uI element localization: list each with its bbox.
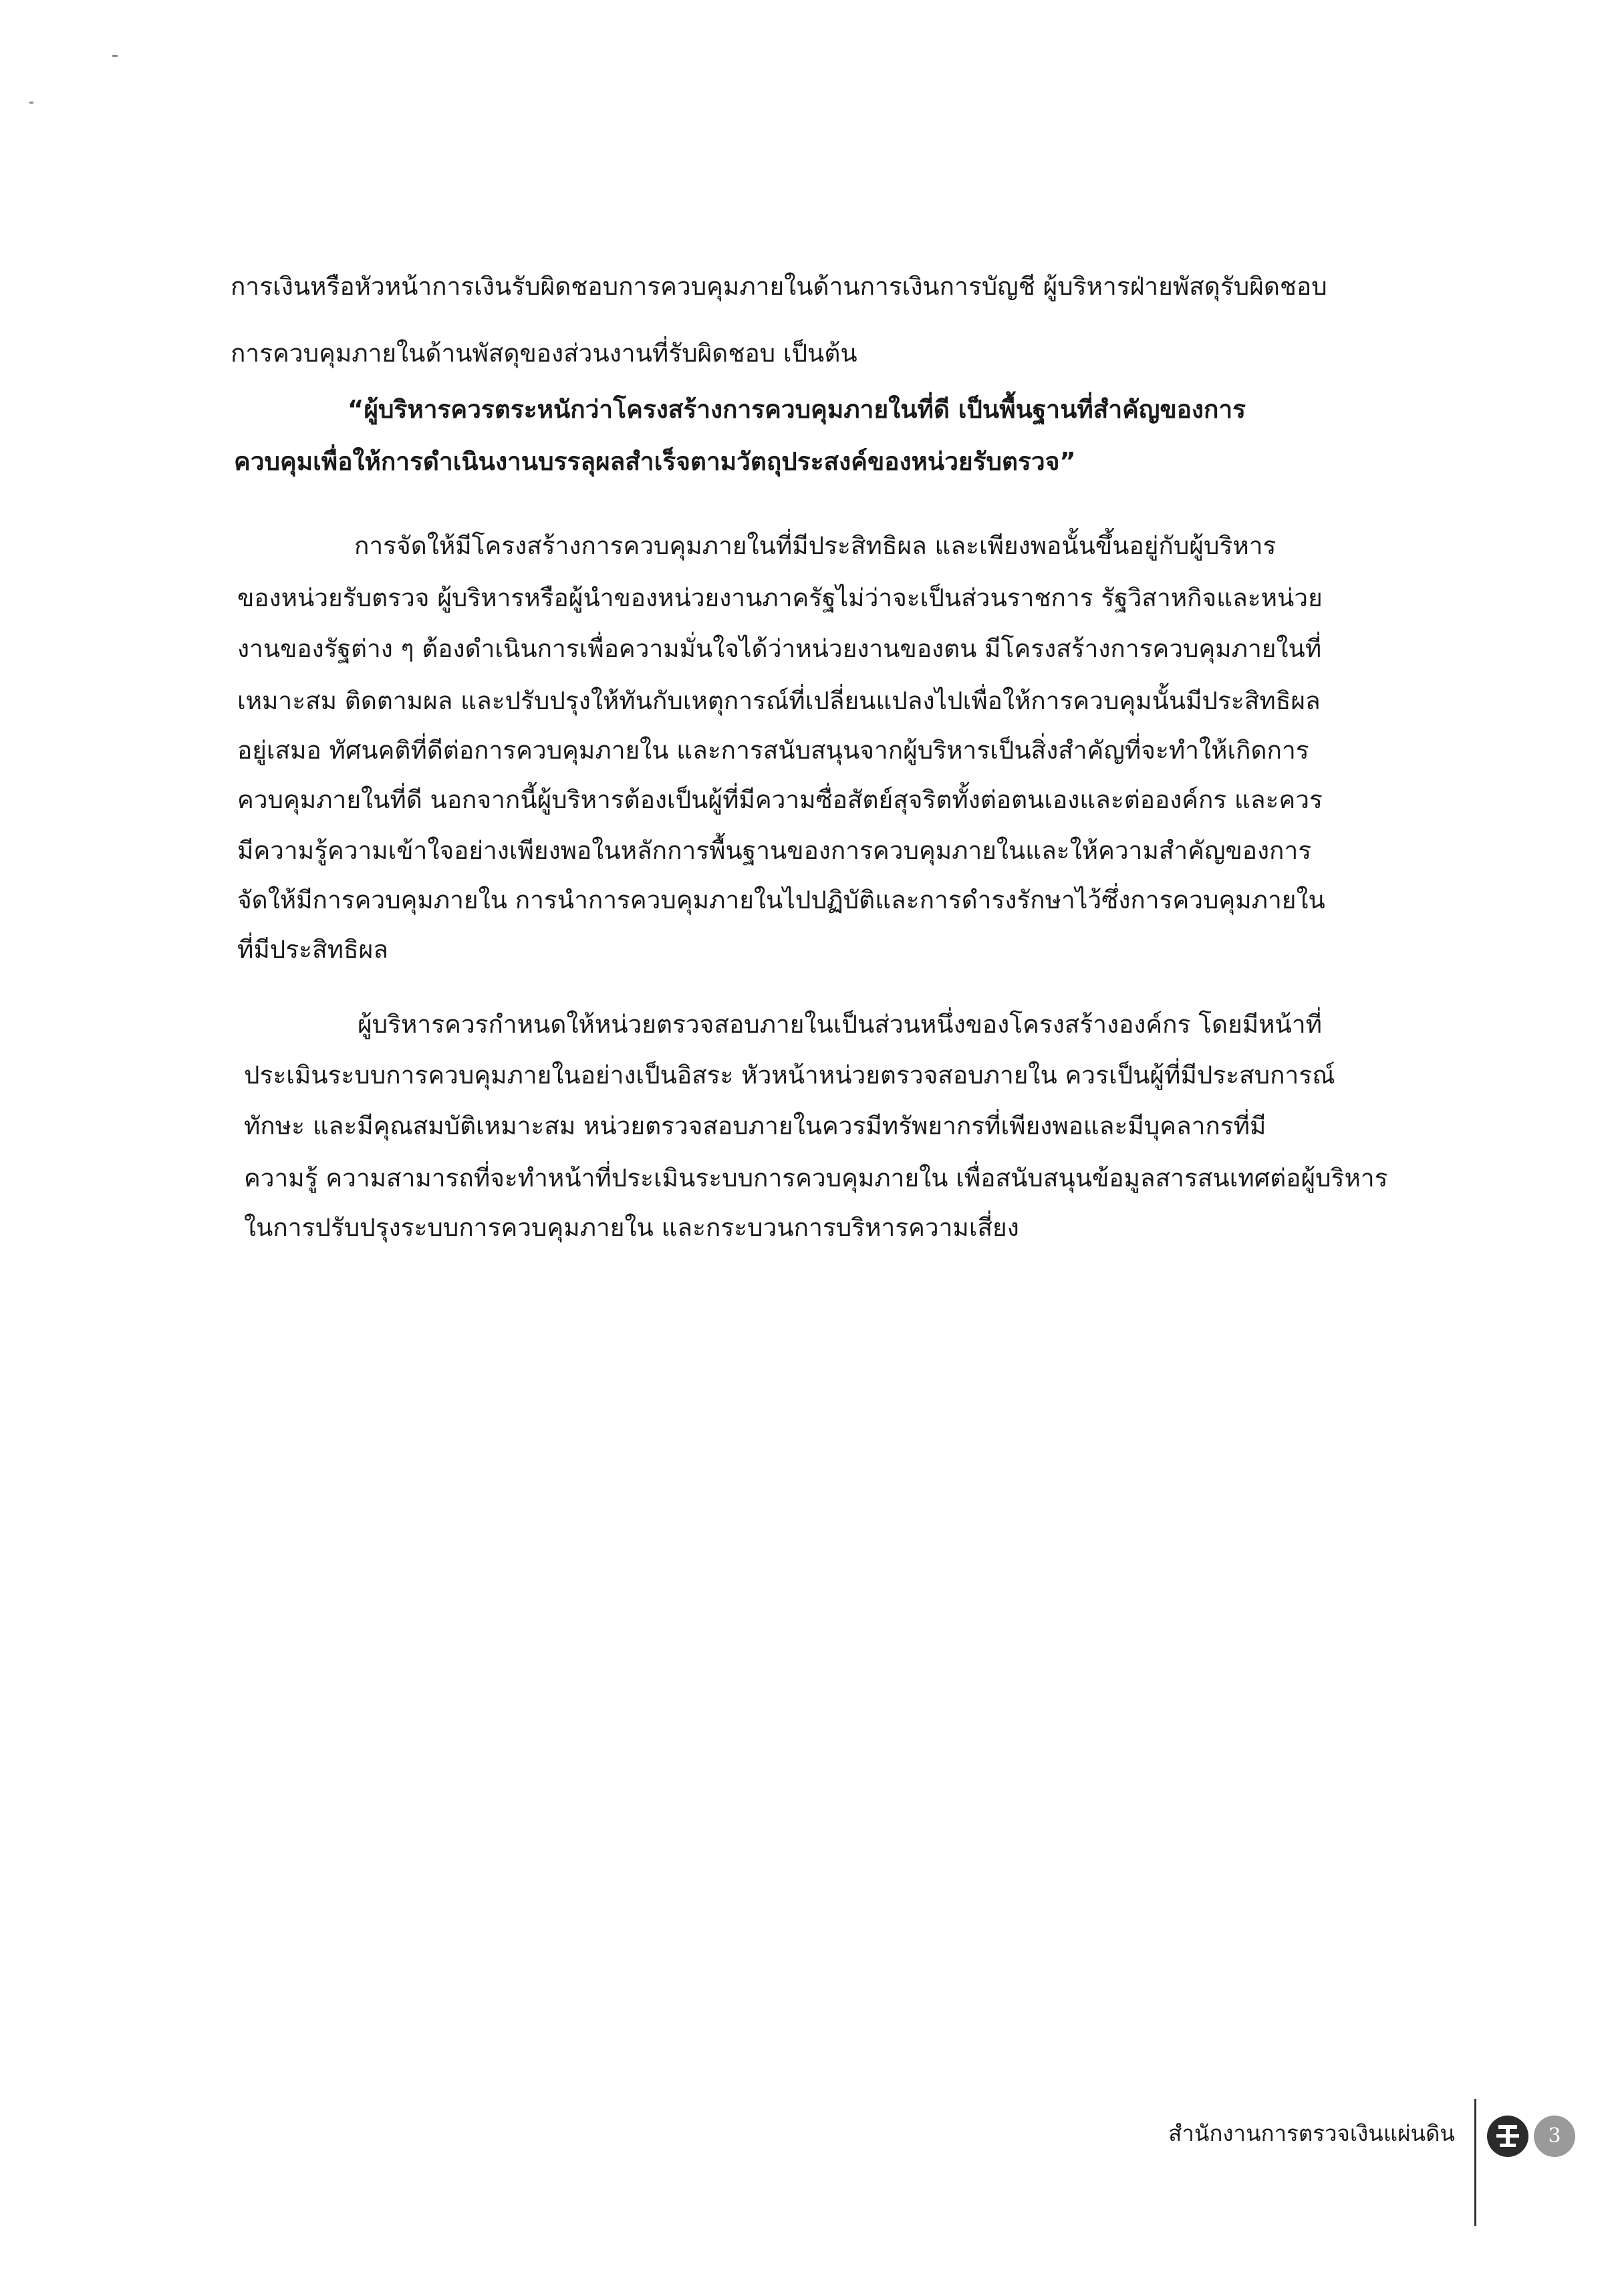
paragraph-1-line: ที่มีประสิทธิผล [237, 935, 388, 964]
paragraph-2-line: ทักษะ และมีคุณสมบัติเหมาะสม หน่วยตรวจสอบภายในควรมีทรัพยากรที่เพียงพอและมีบุคลากรที่มี [244, 1112, 1266, 1140]
paragraph-1-line: เหมาะสม ติดตามผล และปรับปรุงให้ทันกับเหตุการณ์ที่เปลี่ยนแปลงไปเพื่อให้การควบคุมนั้นมีประสิทธิผล [237, 686, 1321, 715]
scan-speck [29, 102, 33, 104]
quote-line: “ผู้บริหารควรตระหนักว่าโครงสร้างการควบคุมภายในที่ดี เป็นพื้นฐานที่สำคัญของการ [348, 395, 1246, 424]
paragraph-1-line: ของหน่วยรับตรวจ ผู้บริหารหรือผู้นำของหน่วยงานภาครัฐไม่ว่าจะเป็นส่วนราชการ รัฐวิสาหกิจและหน่วย [237, 584, 1323, 612]
continuation-line: การเงินหรือหัวหน้าการเงินรับผิดชอบการควบคุมภายในด้านการเงินการบัญชี ผู้บริหารฝ่ายพัสดุรับผิดชอบ [231, 272, 1327, 301]
paragraph-1-line: ควบคุมภายในที่ดี นอกจากนี้ผู้บริหารต้องเป็นผู้ที่มีความซื่อสัตย์สุจริตทั้งต่อตนเองและต่อองค์กร และควร [237, 785, 1323, 814]
paragraph-2-line: ในการปรับปรุงระบบการควบคุมภายใน และกระบวนการบริหารความเสี่ยง [244, 1213, 1019, 1242]
scan-speck [112, 55, 118, 57]
paragraph-1-line: อยู่เสมอ ทัศนคติที่ดีต่อการควบคุมภายใน และการสนับสนุนจากผู้บริหารเป็นสิ่งสำคัญที่จะทำให้เกิดการ [237, 736, 1309, 765]
paragraph-1-line: จัดให้มีการควบคุมภายใน การนำการควบคุมภายในไปปฏิบัติและการดำรงรักษาไว้ซึ่งการควบคุมภายใน [237, 886, 1325, 914]
footer-divider [1474, 2099, 1476, 2226]
paragraph-2-line: ความรู้ ความสามารถที่จะทำหน้าที่ประเมินระบบการควบคุมภายใน เพื่อสนับสนุนข้อมูลสารสนเทศต่อผู้บริหาร [244, 1164, 1388, 1192]
oag-emblem-icon [1487, 2116, 1528, 2157]
paragraph-2-line: ผู้บริหารควรกำหนดให้หน่วยตรวจสอบภายในเป็นส่วนหนึ่งของโครงสร้างองค์กร โดยมีหน้าที่ [358, 1010, 1322, 1039]
paragraph-1-line: การจัดให้มีโครงสร้างการควบคุมภายในที่มีประสิทธิผล และเพียงพอนั้นขึ้นอยู่กับผู้บริหาร [354, 531, 1277, 560]
quote-line: ควบคุมเพื่อให้การดำเนินงานบรรลุผลสำเร็จตามวัตถุประสงค์ของหน่วยรับตรวจ” [234, 447, 1076, 476]
paragraph-1-line: งานของรัฐต่าง ๆ ต้องดำเนินการเพื่อความมั่นใจได้ว่าหน่วยงานของตน มีโครงสร้างการควบคุมภายในที่ [237, 634, 1322, 663]
page-number-badge: 3 [1534, 2116, 1575, 2157]
paragraph-1-line: มีความรู้ความเข้าใจอย่างเพียงพอในหลักการพื้นฐานของการควบคุมภายในและให้ความสำคัญของการ [237, 836, 1312, 865]
continuation-line: การควบคุมภายในด้านพัสดุของส่วนงานที่รับผิดชอบ เป็นต้น [231, 339, 857, 368]
paragraph-2-line: ประเมินระบบการควบคุมภายในอย่างเป็นอิสระ หัวหน้าหน่วยตรวจสอบภายใน ควรเป็นผู้ที่มีประสบการณ์ [244, 1061, 1335, 1090]
footer-organization: สำนักงานการตรวจเงินแผ่นดิน [1168, 2120, 1455, 2146]
